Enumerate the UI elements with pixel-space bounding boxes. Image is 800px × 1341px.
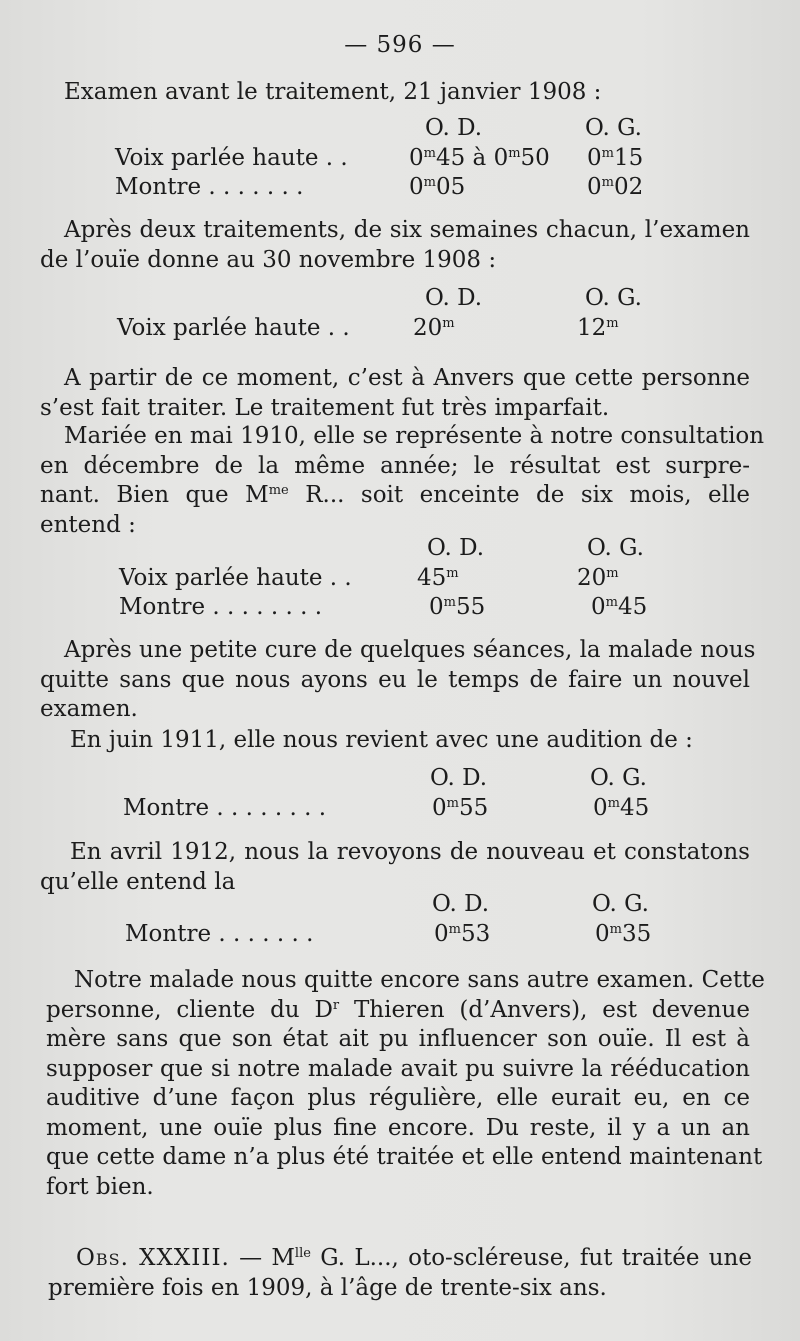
- table-header-row: [123, 764, 683, 794]
- table-row: [123, 794, 683, 824]
- row-label: Montre . . . . . . . .: [123, 794, 327, 821]
- exam5-table: [125, 890, 685, 949]
- column-header-od: O. D.: [425, 285, 483, 311]
- column-header-od: O. D.: [425, 115, 483, 141]
- table-row: [115, 173, 675, 203]
- value-og: 12$^m$: [577, 314, 619, 341]
- value-og: 0$^m$45: [593, 794, 650, 821]
- table-row: [117, 314, 677, 344]
- paragraph: [40, 216, 750, 275]
- table-row: [125, 920, 685, 950]
- text-line: A partir de ce moment, c’est à Anvers que cette personne: [64, 365, 750, 391]
- text-line: auditive d’une façon plus régulière, elle eurait eu, en ce: [46, 1085, 750, 1111]
- exam1-intro: [40, 78, 750, 108]
- table-header-row: [117, 284, 677, 314]
- paragraph: [40, 838, 750, 897]
- value-od: 0$^m$05: [409, 174, 466, 200]
- text-line: personne, cliente du $D^r$ Thieren (d’Anvers), est devenue: [46, 996, 750, 1023]
- exam1-table: [115, 114, 675, 203]
- text-line: En juin 1911, elle nous revient avec une audition de :: [70, 727, 693, 753]
- text-line: en décembre de la même année; le résultat est surpre-: [40, 452, 750, 479]
- row-label: Montre . . . . . . . .: [119, 594, 323, 620]
- column-header-og: O. G.: [585, 115, 642, 141]
- exam3-table: [119, 534, 679, 623]
- row-label: Montre . . . . . . .: [115, 174, 304, 200]
- text-line: de l’ouïe donne au 30 novembre 1908 :: [40, 246, 497, 273]
- exam4-table: [123, 764, 683, 823]
- text-line: Après une petite cure de quelques séances, la malade nous: [64, 637, 756, 663]
- text-line: Mariée en mai 1910, elle se représente à notre consultation: [64, 423, 765, 449]
- text-line: première fois en 1909, à l’âge de trente-six ans.: [48, 1274, 607, 1301]
- text-line: mère sans que son état ait pu influencer son ouïe. Il est à: [46, 1026, 750, 1052]
- column-header-od: O. D.: [427, 535, 485, 561]
- text-line: Notre malade nous quitte encore sans autre examen. Cette: [74, 967, 765, 993]
- column-header-og: O. G.: [590, 765, 647, 791]
- observation-label: Obs. XXXIII.: [76, 1245, 230, 1271]
- row-label: Montre . . . . . . .: [125, 920, 314, 947]
- text-line: nant. Bien que $M^{me}$ R... soit enceinte de six mois, elle: [40, 482, 750, 508]
- text-line: En avril 1912, nous la revoyons de nouveau et constatons: [70, 839, 750, 865]
- text-line: examen.: [40, 696, 138, 722]
- column-header-og: O. G.: [585, 285, 642, 311]
- text-line: s’est fait traiter. Le traitement fut très imparfait.: [40, 394, 610, 421]
- column-header-od: O. D.: [430, 765, 488, 791]
- paragraph: [40, 726, 750, 756]
- text-line: que cette dame n’a plus été traitée et elle entend maintenant: [46, 1144, 763, 1170]
- paragraph: [40, 636, 756, 725]
- table-header-row: [125, 890, 685, 920]
- row-label: Voix parlée haute . .: [117, 314, 350, 341]
- value-og: 0$^m$35: [595, 920, 652, 947]
- exam2-table: [117, 284, 677, 343]
- value-od: 45$^m$: [417, 564, 459, 591]
- text-line: Après deux traitements, de six semaines chacun, l’examen: [64, 217, 750, 243]
- page-number: — 596 —: [344, 32, 456, 58]
- value-od: 0$^m$55: [432, 794, 489, 821]
- text-line: quitte sans que nous ayons eu le temps de faire un nouvel: [40, 666, 750, 693]
- paragraph: [40, 364, 750, 423]
- table-row: [119, 564, 679, 594]
- value-od: 0$^m$55: [429, 594, 486, 620]
- row-label: Voix parlée haute . .: [115, 144, 348, 171]
- text-line: moment, une ouïe plus fine encore. Du reste, il y a un an: [46, 1114, 750, 1141]
- value-og: 20$^m$: [577, 564, 619, 591]
- value-og: 0$^m$02: [587, 174, 644, 200]
- observation-paragraph: [48, 1244, 752, 1303]
- row-label: Voix parlée haute . .: [119, 564, 352, 591]
- value-og: 0$^m$15: [587, 144, 644, 171]
- table-header-row: [119, 534, 679, 564]
- text-line: supposer que si notre malade avait pu suivre la rééducation: [46, 1055, 750, 1082]
- table-row: [119, 593, 679, 623]
- text-line: fort bien.: [46, 1173, 154, 1200]
- column-header-og: O. G.: [587, 535, 644, 561]
- paragraph: [40, 422, 765, 540]
- paragraph: [46, 966, 765, 1202]
- value-od: 0$^m$53: [434, 920, 491, 947]
- text-line: Examen avant le traitement, 21 janvier 1908 :: [64, 79, 602, 105]
- table-row: [115, 144, 675, 174]
- text-line: Obs. XXXIII. — $M^{lle}$ G. L..., oto-scléreuse, fut traitée une: [76, 1245, 752, 1271]
- column-header-od: O. D.: [432, 891, 490, 917]
- table-header-row: [115, 114, 675, 144]
- column-header-og: O. G.: [592, 891, 649, 917]
- text-line: entend :: [40, 511, 136, 538]
- value-od: 20$^m$: [413, 314, 455, 341]
- value-od: 0$^m$45 à 0$^m$50: [409, 144, 550, 171]
- text-line: qu’elle entend la: [40, 868, 236, 895]
- value-og: 0$^m$45: [591, 594, 648, 620]
